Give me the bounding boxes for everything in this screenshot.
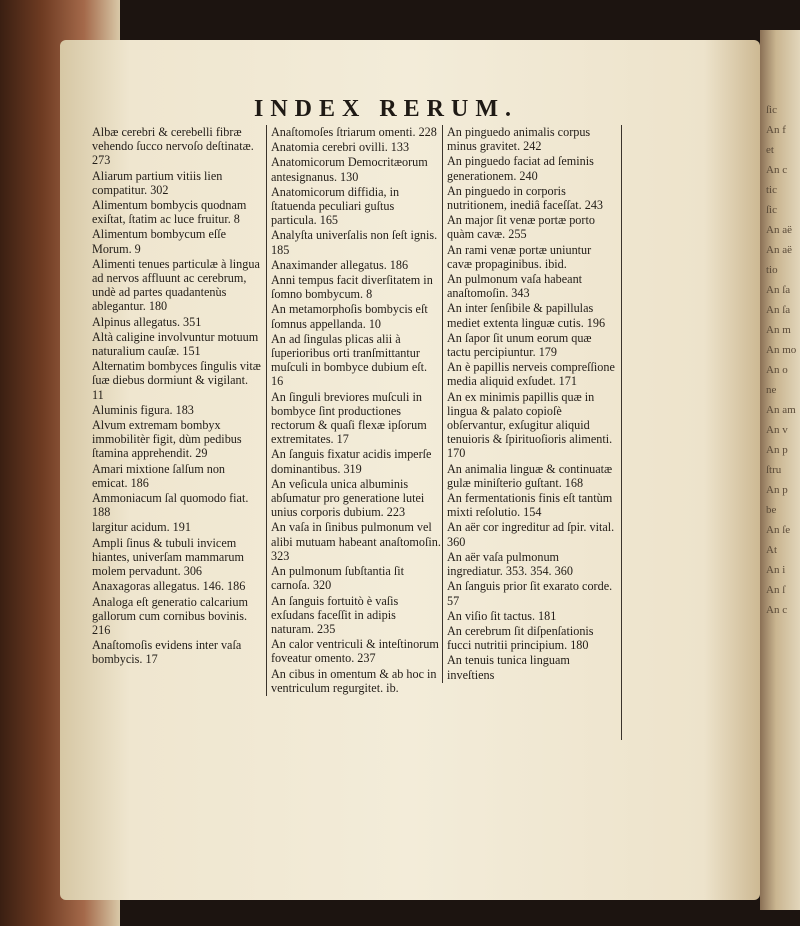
index-entry: largitur acidum. 191 (92, 520, 191, 535)
index-entry: Aluminis figura. 183 (92, 402, 194, 417)
index-entry: An viſio ſit tactus. 181 (447, 608, 557, 623)
index-entry: An fermentationis finis eſt tantùm mixti reſolutio. 154 (447, 491, 613, 520)
page-title: INDEX RERUM. (254, 96, 518, 122)
next-page-fragment: An ſ (766, 584, 786, 596)
index-entry: An ſinguli breviores muſculi in bombyce ſint productiones rectorum & quaſi flexæ ipſorum extremitates. 17 (271, 389, 427, 447)
index-entry: Anatomicorum diffidia, in ſtatuenda peculiari guſtus particula. 165 (271, 184, 400, 228)
index-entry: Aliarum partium vitiis lien compatitur. 302 (92, 168, 223, 197)
index-entry: Anaſtomoſes ſtriarum omenti. 228 (271, 125, 437, 139)
index-entry: Anaſtomoſis evidens inter vaſa bombycis. 17 (92, 638, 242, 667)
next-page-fragment: ne (766, 384, 777, 396)
next-page-fragment: et (766, 144, 774, 156)
index-entry: An aër vaſa pulmonum ingrediatur. 353. 354. 360 (447, 549, 573, 579)
index-entry: An calor ventriculi & inteſtinorum foveatur omento. 237 (271, 637, 439, 666)
index-entry: Alimenti tenues particulæ à lingua ad nervos affluunt ac cerebrum, undè ad partes quadantenùs ablegantur. 180 (92, 256, 260, 314)
index-entry: An veſicula unica albuminis abſumatur pro generatione lutei unius corporis dubium. 223 (271, 476, 425, 520)
next-page-fragment: An ſa (766, 304, 791, 316)
next-page-fragment: ſic (766, 204, 777, 216)
index-column-3 (442, 125, 617, 683)
index-entry: Altà caligine involvuntur motuum naturalium cauſæ. 151 (92, 329, 259, 359)
index-entry: An aër cor ingreditur ad ſpir. vital. 360 (447, 520, 615, 549)
index-entry: An pinguedo in corporis nutritionem, inediâ faceſſat. 243 (447, 183, 604, 213)
next-page-fragment: be (766, 504, 777, 516)
index-entry: An pulmonum ſubſtantia ſit carnoſa. 320 (271, 564, 405, 593)
next-page-fragment: An o (766, 364, 788, 376)
index-entry: An ſanguis fixatur acidis imperſe dominantibus. 319 (271, 447, 432, 476)
index-entry: Anatomia cerebri ovilli. 133 (271, 140, 410, 155)
index-entry: Anaximander allegatus. 186 (271, 257, 409, 272)
next-page-fragment: An ſe (766, 524, 791, 536)
next-page-fragment: An aë (766, 244, 792, 256)
index-entry: An ſanguis fortuitò è vaſis exſudans faceſſit in adipis naturam. 235 (271, 593, 399, 636)
index-entry: Anni tempus facit diverſitatem in ſomno bombycum. 8 (271, 273, 433, 302)
index-entry: Analoga eſt generatio calcarium gallorum cum cornibus bovinis. 216 (92, 594, 248, 637)
index-entry: An cibus in omentum & ab hoc in ventriculum regurgitet. ib. (271, 666, 437, 695)
index-entry: Amari mixtione ſalſum non emicat. 186 (92, 461, 226, 490)
index-entry: An pinguedo faciat ad ſeminis generationem. 240 (447, 154, 594, 183)
next-page-fragment: An c (766, 164, 788, 176)
index-column-1 (92, 125, 262, 668)
next-page-fragment: An c (766, 604, 788, 616)
index-entry: An inter ſenſibile & papillulas mediet extenta linguæ cutis. 196 (447, 301, 606, 330)
next-page-fragment: An p (766, 484, 788, 496)
index-entry: An rami venæ portæ uniuntur cavæ propaginibus. ibid. (447, 242, 592, 271)
index-entry: An ex minimis papillis quæ in lingua & palato copioſè obſervantur, exſugitur aliquid tenuioris & ſpirituoſioris alimenti. 170 (447, 389, 613, 461)
index-entry: An cerebrum ſit diſpenſationis fucci nutritii principium. 180 (447, 623, 594, 653)
next-page-fragment: ſic (766, 104, 777, 116)
index-entry: Alimentum bombycis quodnam exiſtat, ſtatim ac luce fruitur. 8 (92, 198, 247, 227)
index-entry: Analyſta univerſalis non ſeſt ignis. 185 (271, 228, 438, 257)
next-page-fragment: At (766, 544, 777, 556)
index-entry: An ad ſingulas plicas alii à ſuperioribus orti tranſmittantur muſculi in bombyce dubium eſt. 16 (271, 331, 428, 389)
index-entry: An è papillis nerveis compreſſione media aliquid exſudet. 171 (447, 360, 615, 389)
next-page-fragment: An am (766, 404, 796, 416)
index-entry: Ampli ſinus & tubuli invicem hiantes, univerſam mammarum molem pervadunt. 306 (92, 535, 244, 579)
index-entry: An pulmonum vaſa habeant anaſtomoſin. 343 (447, 272, 583, 301)
next-page-fragments (766, 100, 800, 620)
next-page-fragment: An m (766, 324, 791, 336)
index-entry: An tenuis tunica linguam inveſtiens (447, 653, 570, 682)
column-rule (621, 125, 622, 740)
index-entry: An ſapor ſit unum eorum quæ tactu percipiuntur. 179 (447, 330, 592, 360)
next-page-fragment: tic (766, 184, 777, 196)
index-entry: An major ſit venæ portæ porto quàm cavæ. 255 (447, 213, 595, 242)
next-page-fragment: An mo (766, 344, 797, 356)
index-entry: Anaxagoras allegatus. 146. 186 (92, 579, 246, 594)
index-entry: Ammoniacum ſal quomodo fiat. 188 (92, 491, 249, 520)
index-entry: Alimentum bombycum eſſe Morum. 9 (92, 227, 227, 256)
index-entry: An ſanguis prior ſit exarato corde. 57 (447, 579, 613, 608)
index-entry: Albæ cerebri & cerebelli fibræ vehendo ſucco nervoſo deſtinatæ. 273 (92, 125, 254, 168)
index-entry: An metamorphoſis bombycis eſt ſomnus appellanda. 10 (271, 302, 428, 331)
index-entry: Alpinus allegatus. 351 (92, 314, 202, 329)
next-page-fragment: An i (766, 564, 786, 576)
index-column-2 (266, 125, 441, 696)
index-entry: An pinguedo animalis corpus minus gravitet. 242 (447, 125, 591, 154)
next-page-fragment: An f (766, 124, 786, 136)
next-page-fragment: An v (766, 424, 788, 436)
next-page-fragment: An aë (766, 224, 792, 236)
next-page-fragment: An ſa (766, 284, 791, 296)
next-page-fragment: An p (766, 444, 788, 456)
index-entry: Alvum extremam bombyx immobilitèr figit, dùm pedibus ſtamina apprehendit. 29 (92, 418, 242, 461)
next-page-fragment: tio (766, 264, 778, 276)
index-entry: An vaſa in ſinibus pulmonum vel alibi mutuam habeant anaſtomoſin. 323 (271, 520, 441, 563)
index-entry: An animalia linguæ & continuatæ gulæ miniſterio guſtant. 168 (447, 461, 613, 490)
index-entry: Alternatim bombyces ſingulis vitæ ſuæ diebus dormiunt & vigilant. 11 (92, 359, 261, 402)
next-page-fragment: ſtru (766, 464, 782, 476)
index-entry: Anatomicorum Democritæorum antesignanus. 130 (271, 155, 428, 184)
